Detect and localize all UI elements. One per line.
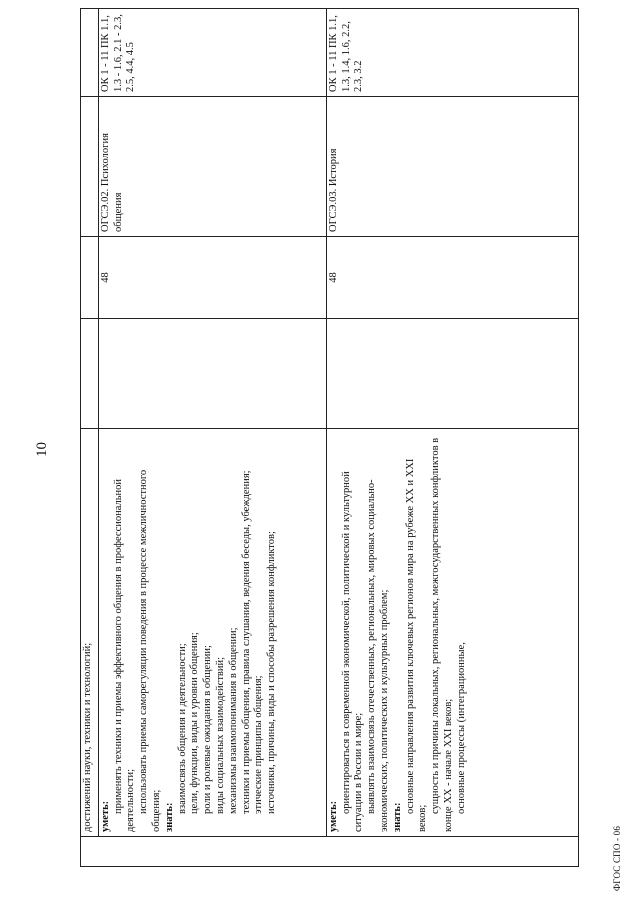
knowledge-item: основные направления развития ключевых регионов мира на рубеже XX и XXI веков; [404, 458, 429, 832]
skills-label: уметь: [99, 800, 111, 832]
curriculum-table [80, 8, 579, 867]
skills-label: уметь: [327, 800, 339, 832]
table-row [326, 9, 578, 867]
knowledge-item: сущность и причины локальных, региональных, межгосударственных конфликтов в конце XX - начале XXI веков; [430, 437, 454, 832]
competencies-cell: ОК 1 - 11 ПК 1.1, 1.3, 1.4, 1.6, 2.2, 2.3, 3.2 [326, 9, 578, 97]
empty-cell [81, 319, 99, 429]
hours-cell: 48 [326, 237, 578, 319]
skill-item: выявлять взаимосвязь отечественных, региональных, мировых социально-экономических, политических и культурных проблем; [366, 479, 390, 832]
footer-label: ФГОС СПО - 06 [612, 825, 622, 891]
requirements-cell [98, 429, 326, 837]
table-row [98, 9, 326, 867]
knowledge-item: механизмы взаимопонимания в общении; [227, 627, 239, 814]
discipline-cell: ОГСЭ.02. Психология общения [98, 97, 326, 237]
empty-cell [98, 319, 326, 429]
knowledge-label: знать: [391, 802, 403, 832]
empty-cell [326, 319, 578, 429]
knowledge-item: техники и приемы общения, правила слушания, ведения беседы, убеждения; [240, 470, 252, 814]
knowledge-item: этические принципы общения; [253, 675, 265, 814]
empty-cell [81, 237, 99, 319]
table-row [81, 9, 99, 867]
empty-cell [81, 97, 99, 237]
discipline-cell: ОГСЭ.03. История [326, 97, 578, 237]
skill-item: ориентироваться в современной экономической, политической и культурной ситуации в России и мире; [340, 471, 365, 832]
knowledge-item: источники, причины, виды и способы разрешения конфликтов; [266, 531, 278, 814]
empty-cell [81, 9, 99, 97]
competencies-cell: ОК 1 - 11 ПК 1.1, 1.3 - 1.6, 2.1 - 2.3, 2.5, 4.4, 4.5 [98, 9, 326, 97]
skill-item: использовать приемы саморегуляции поведения в процессе межличностного общения; [138, 469, 162, 832]
header-text: достижений науки, техники и технологий; [82, 642, 93, 832]
hours-cell: 48 [98, 237, 326, 319]
knowledge-item: цели, функции, виды и уровни общения; [189, 632, 201, 814]
page-number: 10 [34, 442, 50, 457]
header-cell [81, 429, 99, 837]
knowledge-label: знать: [163, 802, 175, 832]
knowledge-item: виды социальных взаимодействий; [214, 656, 226, 814]
skill-item: применять техники и приемы эффективного общения в профессиональной деятельности; [112, 478, 137, 832]
knowledge-item: роли и ролевые ожидания в общении; [202, 645, 214, 814]
knowledge-item: взаимосвязь общения и деятельности; [176, 643, 188, 814]
knowledge-item: основные процессы (интеграционные, [455, 642, 467, 814]
requirements-cell [326, 429, 578, 837]
index-cell [81, 837, 579, 867]
